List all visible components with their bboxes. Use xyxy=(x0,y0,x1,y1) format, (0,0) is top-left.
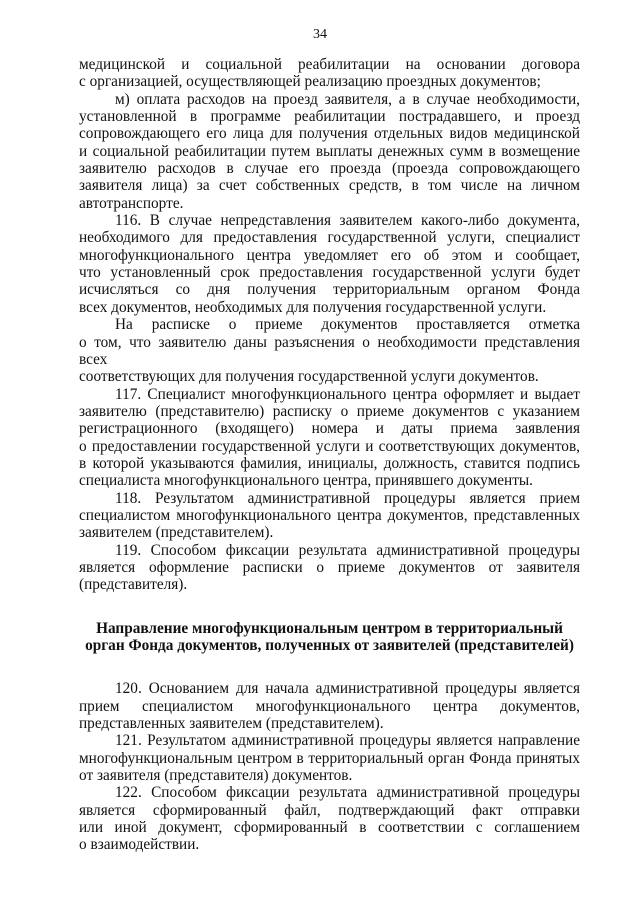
text-line: многофункциональным центром в территориальный орган Фонда принятых xyxy=(79,749,580,767)
text-line: в которой указываются фамилия, инициалы, должность, ставится подпись xyxy=(79,454,580,472)
text-line: заявителю расходов в случае его проезда (проезда сопровождающего xyxy=(79,160,580,178)
text-line: является сформированный файл, подтверждающий факт отправки xyxy=(79,801,580,819)
text-line: регистрационного (входящего) номера и даты приема заявления xyxy=(79,420,580,438)
text-line: м) оплата расходов на проезд заявителя, а в случае необходимости, xyxy=(115,90,580,108)
text-line: 116. В случае непредставления заявителем какого-либо документа, xyxy=(115,212,580,230)
text-line: о том, что заявителю даны разъяснения о необходимости представления всех xyxy=(79,333,580,368)
text-line: медицинской и социальной реабилитации на основании договора xyxy=(79,56,580,73)
paragraph-122 xyxy=(79,784,580,853)
text-line: 122. Способом фиксации результата административной процедуры xyxy=(115,784,580,802)
paragraph-116 xyxy=(79,212,580,316)
text-line: заявителем (представителем). xyxy=(79,524,274,542)
text-line: сопровождающего его лица для получения отдельных видов медицинской xyxy=(79,125,580,143)
paragraph-117 xyxy=(79,386,580,490)
text-line: от заявителя (представителя) документов. xyxy=(79,767,353,785)
text-line: заявителю (представителю) расписку о приеме документов с указанием xyxy=(79,402,580,420)
text-line: необходимого для предоставления государственной услуги, специалист xyxy=(79,229,580,247)
paragraph-118 xyxy=(79,490,580,542)
section-heading-line: орган Фонда документов, полученных от заявителей (представителей) xyxy=(85,637,574,654)
page-number: 34 xyxy=(313,27,327,42)
text-line: 120. Основанием для начала административной процедуры является xyxy=(115,680,580,698)
text-line: 117. Специалист многофункционального центра оформляет и выдает xyxy=(115,385,580,403)
text-line: с организацией, осуществляющей реализацию проездных документов; xyxy=(79,73,541,91)
text-line: о предоставлении государственной услуги и соответствующих документов, xyxy=(79,437,580,455)
section-heading-line: Направление многофункциональным центром в территориальный xyxy=(96,619,563,637)
text-line: установленной в программе реабилитации пострадавшего, и проезд xyxy=(79,108,580,126)
text-line: исчисляться со дня получения территориальным органом Фонда xyxy=(79,281,580,299)
text-line: представленных заявителем (представителем). xyxy=(79,715,384,733)
text-line: что установленный срок предоставления государственной услуги будет xyxy=(79,264,580,282)
text-line: прием специалистом многофункционального центра документов, xyxy=(79,697,580,715)
text-line: многофункционального центра уведомляет его об этом и сообщает, xyxy=(79,246,580,264)
paragraph-item-m xyxy=(79,91,580,212)
text-line: о взаимодействии. xyxy=(79,836,200,854)
text-line: и социальной реабилитации путем выплаты денежных сумм в возмещение xyxy=(79,142,580,160)
text-line: На расписке о приеме документов проставляется отметка xyxy=(115,316,580,334)
section-heading xyxy=(79,620,580,655)
text-line: автотранспорте. xyxy=(79,194,184,212)
text-line: является оформление расписки о приеме документов от заявителя xyxy=(79,558,580,576)
paragraph-120 xyxy=(79,680,580,732)
text-line: 119. Способом фиксации результата административной процедуры xyxy=(115,541,580,559)
text-line: специалистом многофункционального центра документов, представленных xyxy=(79,506,580,524)
paragraph-121 xyxy=(79,732,580,784)
paragraph-continuation xyxy=(79,56,580,91)
text-block-top xyxy=(79,56,580,594)
text-line: заявителя лица) за счет собственных средств, в том числе на личном xyxy=(79,177,580,195)
text-line: 118. Результатом административной процедуры является прием xyxy=(115,489,580,507)
text-line: (представителя). xyxy=(79,576,188,594)
text-line: соответствующих для получения государственной услуги документов. xyxy=(79,368,539,386)
text-block-bottom xyxy=(79,680,580,853)
text-line: или иной документ, сформированный в соответствии с соглашением xyxy=(79,819,580,837)
paragraph-119 xyxy=(79,542,580,594)
text-line: 121. Результатом административной процедуры является направление xyxy=(115,732,580,750)
text-line: всех документов, необходимых для получения государственной услуги. xyxy=(79,298,547,316)
paragraph-receipt-note xyxy=(79,316,580,385)
text-line: специалиста многофункционального центра, принявшего документы. xyxy=(79,472,534,490)
document-body xyxy=(79,56,580,854)
